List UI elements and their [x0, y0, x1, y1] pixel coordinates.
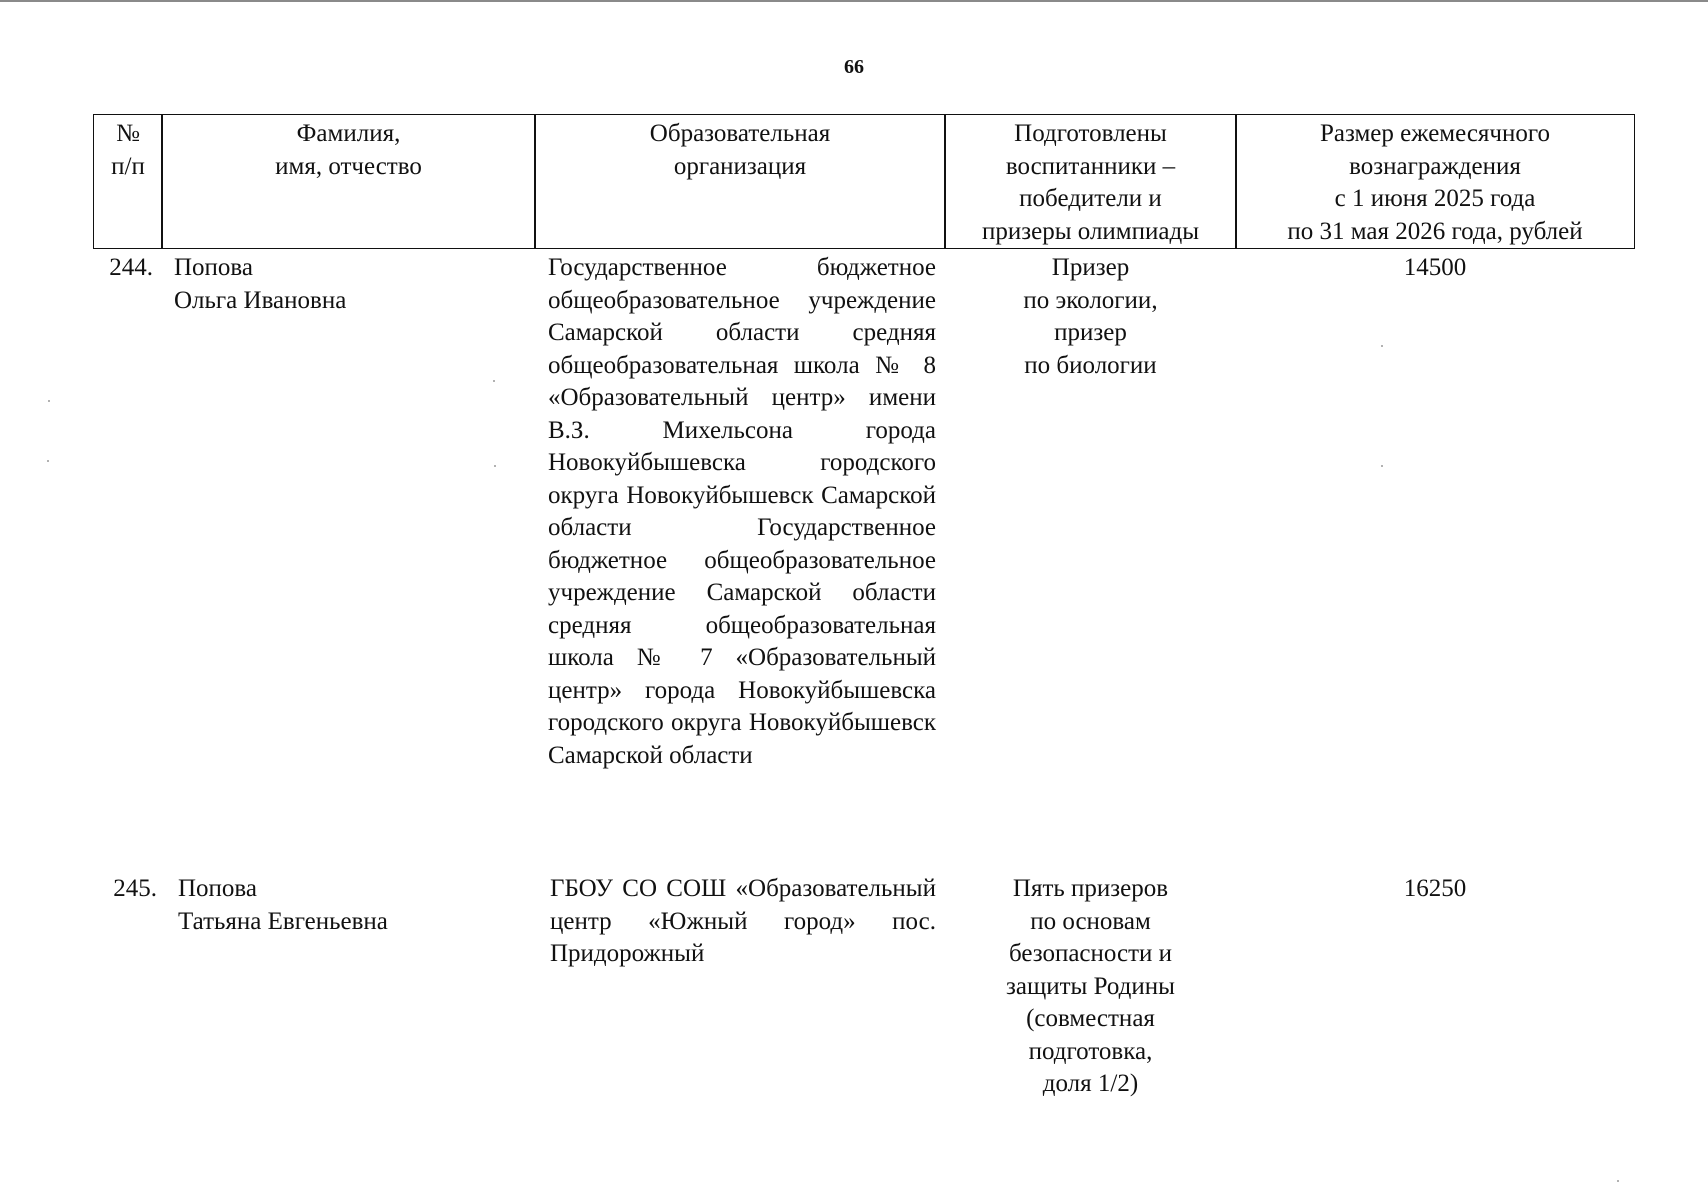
scan-speck	[1617, 1180, 1619, 1182]
row-reward-amount: 14500	[1403, 254, 1467, 281]
row-achievements: Пять призеров по основам безопасности и защиты Родины (совместная подготовка, доля 1/2)	[1006, 875, 1175, 1097]
header-organization: Образовательная организация	[649, 120, 831, 180]
scan-speck	[1381, 465, 1383, 467]
header-number: № п/п	[111, 120, 145, 180]
row-full-name: Попова Ольга Ивановна	[174, 254, 347, 314]
row-number: 244.	[109, 254, 153, 281]
row-reward-amount: 16250	[1403, 875, 1467, 902]
scan-speck	[47, 460, 49, 462]
scan-speck	[494, 465, 496, 467]
scan-speck	[1381, 345, 1383, 347]
scan-speck	[493, 380, 495, 382]
row-organization: Государственное бюджетное общеобразовательное учреждение Самарской области средняя общеобразовательная школа № 8 «Образовательный центр» имени В.З. Михельсона города Новокуйбышевска городского округа Новокуйбышевск Самарской области Государственное бюджетное общеобразовательное учреждение Самарской области средняя общеобразовательная школа № 7 «Образовательный центр» города Новокуйбышевска городского округа Новокуйбышевск Самарской области	[548, 254, 936, 769]
page-number: 66	[844, 56, 864, 78]
header-achievements: Подготовлены воспитанники – победители и призеры олимпиады	[982, 120, 1199, 245]
header-full-name: Фамилия, имя, отчество	[275, 120, 422, 180]
scan-speck	[48, 400, 50, 402]
row-number: 245.	[113, 875, 157, 902]
header-reward-amount: Размер ежемесячного вознаграждения с 1 июня 2025 года по 31 мая 2026 года, рублей	[1287, 120, 1583, 245]
row-organization: ГБОУ СО СОШ «Образовательный центр «Южный город» пос. Придорожный	[550, 875, 936, 967]
row-full-name: Попова Татьяна Евгеньевна	[178, 875, 388, 935]
scan-top-edge	[0, 0, 1708, 2]
row-achievements: Призер по экологии, призер по биологии	[1023, 254, 1158, 379]
